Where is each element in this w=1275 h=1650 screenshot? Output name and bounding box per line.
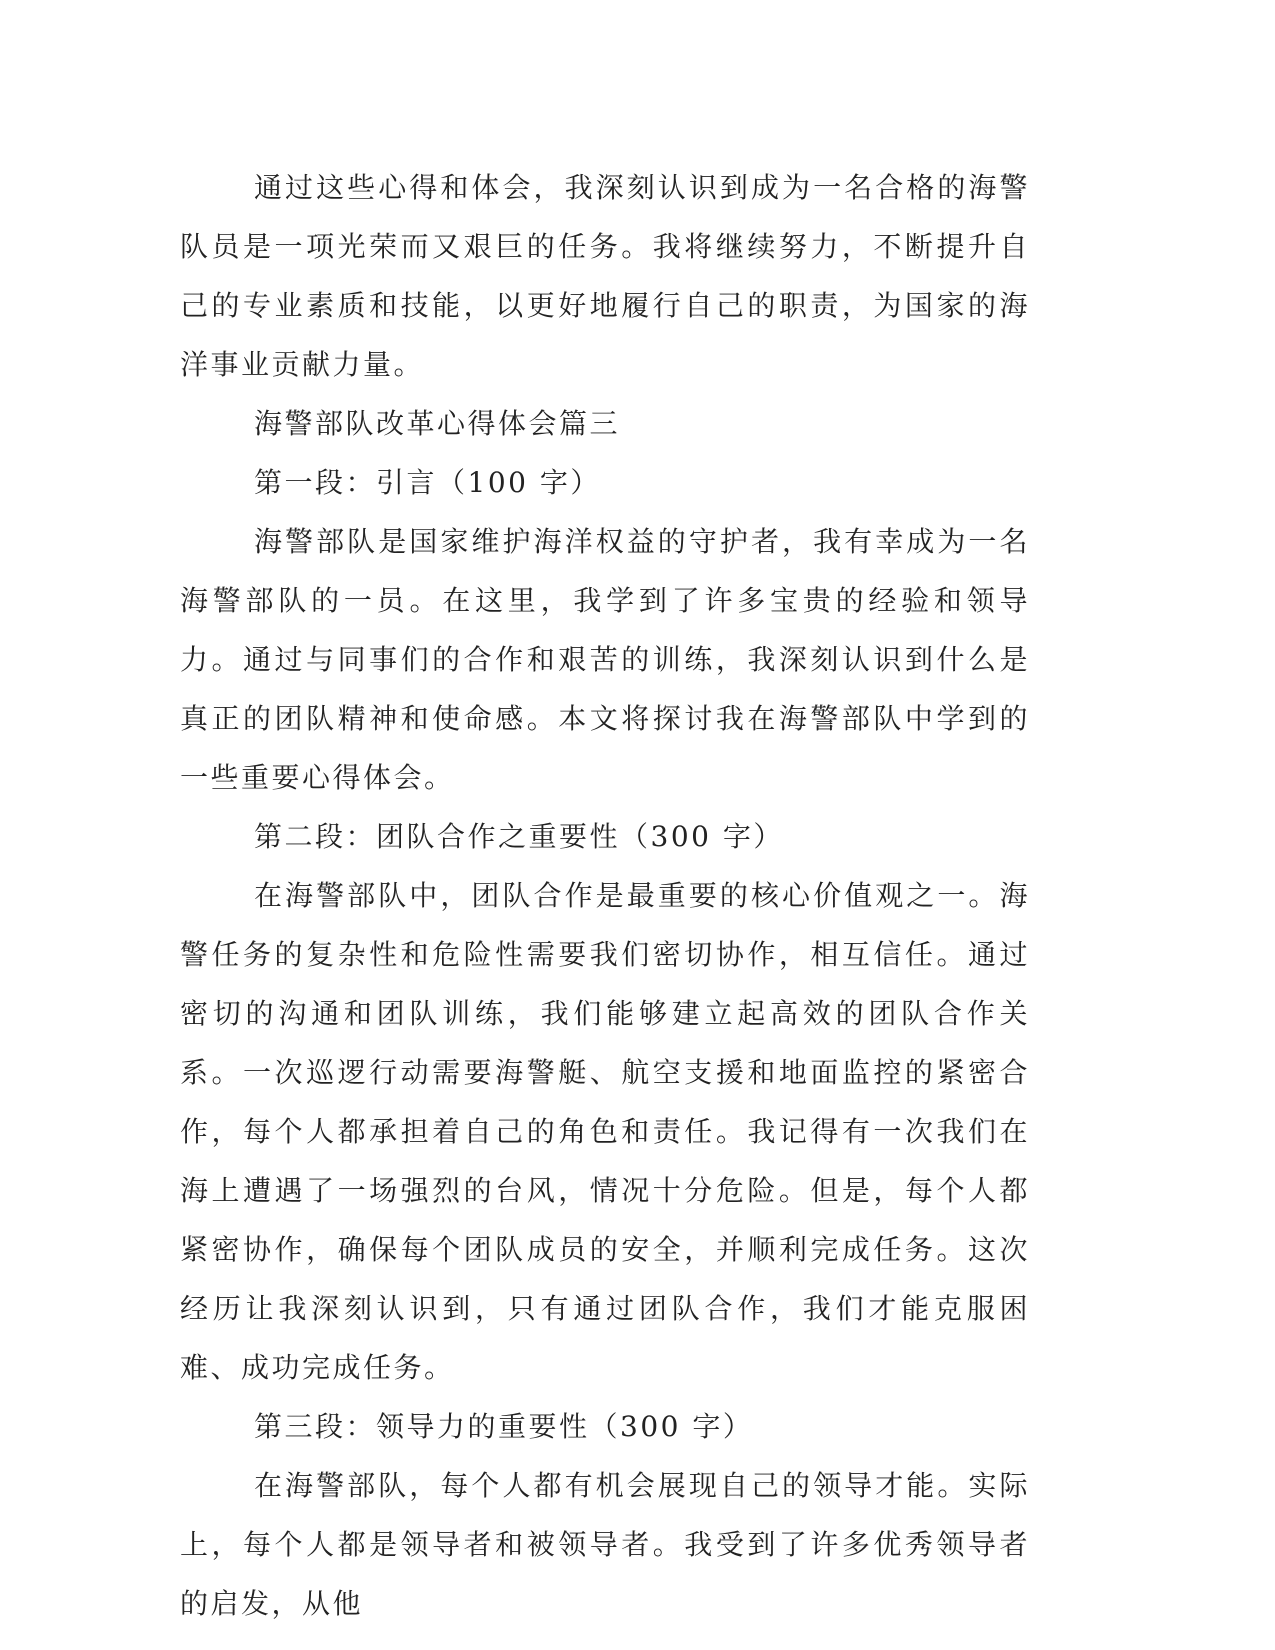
paragraph-conclusion: 通过这些心得和体会，我深刻认识到成为一名合格的海警队员是一项光荣而又艰巨的任务。我将继续努力，不断提升自己的专业素质和技能，以更好地履行自己的职责，为国家的海洋事业贡献力量。 (180, 171, 1030, 381)
heading-part-two: 第二段：团队合作之重要性（300 字） (254, 820, 784, 853)
paragraph-teamwork: 在海警部队中，团队合作是最重要的核心价值观之一。海警任务的复杂性和危险性需要我们密切协作，相互信任。通过密切的沟通和团队训练，我们能够建立起高效的团队合作关系。一次巡逻行动需要海警艇、航空支援和地面监控的紧密合作，每个人都承担着自己的角色和责任。我记得有一次我们在海上遭遇了一场强烈的台风，情况十分危险。但是，每个人都紧密协作，确保每个团队成员的安全，并顺利完成任务。这次经历让我深刻认识到，只有通过团队合作，我们才能克服困难、成功完成任务。 (180, 879, 1030, 1384)
paragraph-introduction: 海警部队是国家维护海洋权益的守护者，我有幸成为一名海警部队的一员。在这里，我学到了许多宝贵的经验和领导力。通过与同事们的合作和艰苦的训练，我深刻认识到什么是真正的团队精神和使命感。本文将探讨我在海警部队中学到的一些重要心得体会。 (180, 525, 1030, 794)
heading-part-three: 第三段：领导力的重要性（300 字） (254, 1410, 754, 1443)
section-title: 海警部队改革心得体会篇三 (254, 407, 621, 440)
document-page (180, 158, 1030, 1633)
paragraph-leadership: 在海警部队，每个人都有机会展现自己的领导才能。实际上，每个人都是领导者和被领导者。我受到了许多优秀领导者的启发，从他 (180, 1469, 1030, 1620)
heading-part-one: 第一段：引言（100 字） (254, 466, 601, 499)
